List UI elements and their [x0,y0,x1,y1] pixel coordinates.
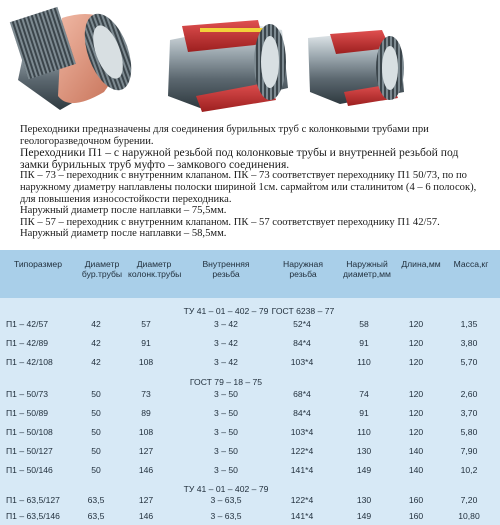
section-spec-inner-3: ТУ 41 – 01 – 402 – 79 [183,484,269,494]
cell-outer-diameter: 110 [357,357,371,367]
cell-core-diameter: 89 [141,408,151,418]
cell-mass: 3,80 [460,338,478,348]
cell-outer-thread: 103*4 [290,357,314,367]
cell-type: П1 – 63,5/146 [6,511,60,521]
cell-mass: 1,35 [460,319,478,329]
cell-outer-diameter: 149 [356,511,372,521]
cell-outer-thread: 84*4 [293,408,311,418]
paragraph-pk57: ПК – 57 – переходник с внутренним клапаном. ПК – 57 соответствует переходнику П1 42/57. Наружный диаметр после наплавки – 58,5мм. [20,216,440,240]
cell-length: 160 [408,511,424,521]
cell-outer-diameter: 149 [356,465,372,475]
adapter-copper-image [10,7,141,110]
cell-outer-diameter: 130 [356,495,372,505]
cell-drill-diameter: 50 [91,446,101,456]
cell-inner-thread: 3 – 50 [214,446,238,456]
cell-outer-thread: 141*4 [290,511,314,521]
cell-drill-diameter: 50 [91,389,101,399]
cell-drill-diameter: 42 [91,357,101,367]
cell-drill-diameter: 63,5 [87,511,105,521]
cell-type: П1 – 42/89 [6,338,49,348]
cell-type: П1 – 42/108 [6,357,53,367]
header-mass: Масса,кг [453,259,489,269]
cell-mass: 10,80 [458,511,480,521]
header-outer-thread: Наружная резьба [283,259,323,279]
cell-length: 120 [408,389,424,399]
table-header [0,250,500,298]
cell-inner-thread: 3 – 63,5 [210,511,242,521]
cell-outer-diameter: 91 [359,338,369,348]
cell-outer-thread: 84*4 [293,338,311,348]
adapter-red-image [168,20,288,112]
paragraph-pk73: ПК – 73 – переходник с внутренним клапаном. ПК – 73 соответствует переходнику П1 50/73, по по наружному диаметру наплавлены полоски шириной 1см. сармайтом или сталинитом (4 – 6 полосок), для повышения износостойкости переходника. [20,170,477,205]
cell-type: П1 – 42/57 [6,319,49,329]
cell-outer-diameter: 130 [356,446,372,456]
section-spec-inner-2: ГОСТ 79 – 18 – 75 [189,377,263,387]
cell-drill-diameter: 42 [91,338,101,348]
cell-length: 120 [408,357,424,367]
cell-inner-thread: 3 – 50 [214,465,238,475]
cell-type: П1 – 50/127 [6,446,53,456]
cell-core-diameter: 127 [138,446,154,456]
cell-outer-thread: 122*4 [290,446,314,456]
header-outer-diameter: Наружный диаметр,мм [343,259,391,279]
cell-length: 120 [408,408,424,418]
cell-length: 120 [408,338,424,348]
header-type-size: Типоразмер [14,259,62,269]
cell-mass: 10,2 [460,465,478,475]
table-body [0,298,500,525]
description-text [20,124,490,240]
section-spec-outer-1: ГОСТ 6238 – 77 [271,306,335,316]
header-length: Длина,мм [401,259,441,269]
paragraph-p1: Переходники П1 – с наружной резьбой под колонковые трубы и внутренней резьбой под замки бурильных труб муфто – замкового соединения. [20,146,459,171]
cell-drill-diameter: 42 [91,319,101,329]
cell-type: П1 – 63,5/127 [6,495,60,505]
cell-type: П1 – 50/146 [6,465,53,475]
cell-core-diameter: 73 [141,389,151,399]
cell-length: 140 [408,465,424,475]
cell-drill-diameter: 50 [91,408,101,418]
cell-outer-diameter: 74 [359,389,369,399]
cell-mass: 3,70 [460,408,478,418]
cell-core-diameter: 146 [138,465,154,475]
cell-mass: 2,60 [460,389,478,399]
cell-length: 120 [408,427,424,437]
adapter-illustrations [0,0,500,120]
cell-length: 160 [408,495,424,505]
paragraph-intro: Переходники предназначены для соединения бурильных труб с колонковыми трубами при геологоразведочном бурении. [20,124,429,147]
cell-type: П1 – 50/89 [6,408,49,418]
cell-drill-diameter: 50 [91,465,101,475]
paragraph-diameter-73: Наружный диаметр после наплавки – 75,5мм. [20,205,227,217]
cell-outer-thread: 103*4 [290,427,314,437]
cell-inner-thread: 3 – 42 [214,357,238,367]
cell-mass: 5,70 [460,357,478,367]
section-spec-inner-1: ТУ 41 – 01 – 402 – 79 [183,306,269,316]
cell-inner-thread: 3 – 50 [214,427,238,437]
adapter-short-image [308,30,404,106]
cell-outer-diameter: 58 [359,319,369,329]
header-inner-thread: Внутренняя резьба [202,259,250,279]
cell-inner-thread: 3 – 42 [214,338,238,348]
cell-mass: 5,80 [460,427,478,437]
cell-core-diameter: 146 [138,511,154,521]
cell-outer-thread: 52*4 [293,319,311,329]
header-drill-pipe-diameter: Диаметр бур.трубы [81,259,123,279]
cell-outer-diameter: 110 [357,427,371,437]
cell-core-diameter: 127 [138,495,154,505]
cell-mass: 7,90 [460,446,478,456]
cell-outer-thread: 122*4 [290,495,314,505]
cell-outer-diameter: 91 [359,408,369,418]
cell-outer-thread: 141*4 [290,465,314,475]
cell-length: 120 [408,319,424,329]
cell-type: П1 – 50/73 [6,389,49,399]
cell-mass: 7,20 [460,495,478,505]
cell-core-diameter: 91 [141,338,151,348]
cell-inner-thread: 3 – 42 [214,319,238,329]
header-core-pipe-diameter: Диаметр колонк.трубы [128,259,182,279]
specs-table [0,250,500,525]
cell-drill-diameter: 50 [91,427,101,437]
cell-inner-thread: 3 – 50 [214,389,238,399]
cell-core-diameter: 108 [138,357,154,367]
cell-inner-thread: 3 – 63,5 [210,495,242,505]
cell-drill-diameter: 63,5 [87,495,105,505]
cell-outer-thread: 68*4 [293,389,311,399]
cell-inner-thread: 3 – 50 [214,408,238,418]
cell-length: 140 [408,446,424,456]
cell-core-diameter: 108 [138,427,154,437]
cell-type: П1 – 50/108 [6,427,53,437]
cell-core-diameter: 57 [141,319,151,329]
